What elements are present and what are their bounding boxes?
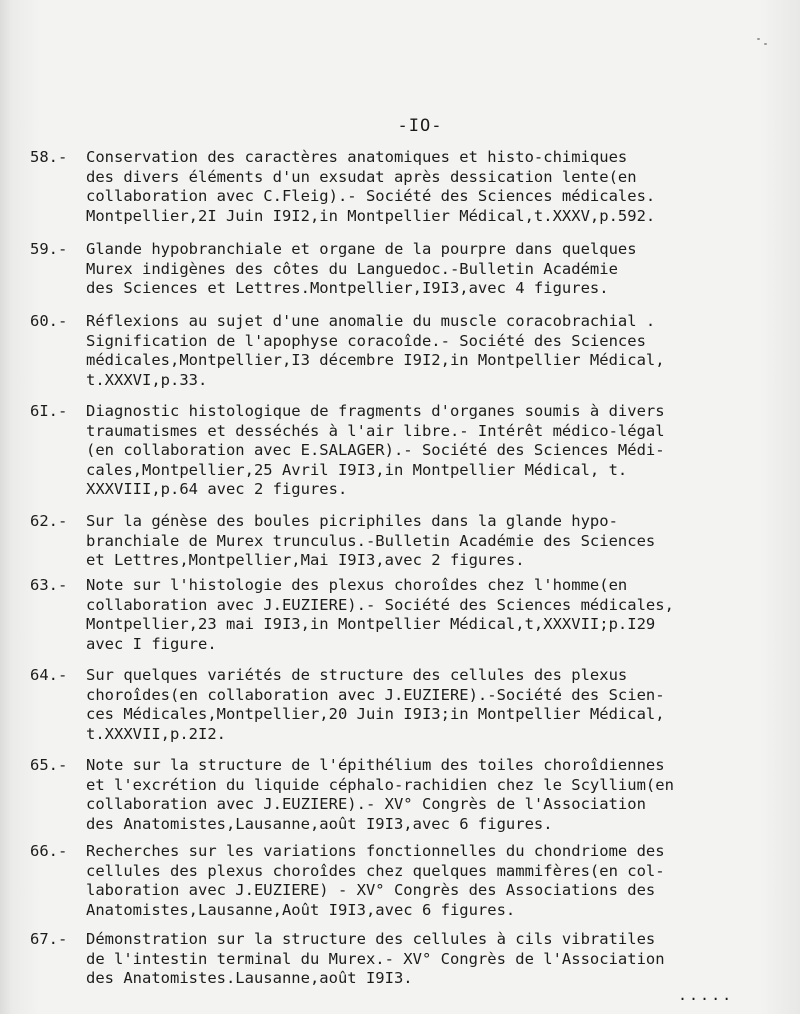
paper-speck	[764, 43, 767, 45]
entry-line: collaboration avec J.EUZIERE).- XV° Congrès de l'Association	[86, 795, 646, 813]
entry-line: Glande hypobranchiale et organe de la pourpre dans quelques	[86, 240, 637, 258]
entry-line: Montpellier,2I Juin I9I2,in Montpellier Médical,t.XXXV,p.592.	[86, 206, 656, 225]
entry-line: des Anatomistes.Lausanne,août I9I3.	[86, 969, 413, 987]
entry-number: 60.-	[30, 312, 68, 330]
entry-line: traumatismes et desséchés à l'air libre.- Intérêt médico-légal	[86, 421, 665, 440]
entry-number: 64.-	[30, 666, 68, 684]
entry-line: cales,Montpellier,25 Avril I9I3,in Montpellier Médical, t.	[86, 460, 628, 479]
paper-speck	[757, 38, 760, 40]
entry-line: de l'intestin terminal du Murex.- XV° Congrès de l'Association	[86, 949, 665, 968]
entry-line: Sur la génèse des boules picriphiles dans la glande hypo-	[86, 512, 618, 530]
entry-line: Sur quelques variétés de structure des cellules des plexus	[86, 666, 628, 684]
entry-line: t.XXXVI,p.33.	[86, 370, 208, 389]
entry-line: XXXVIII,p.64 avec 2 figures.	[86, 480, 348, 498]
entry-line: Montpellier,23 mai I9I3,in Montpellier Médical,t,XXXVII;p.I29	[86, 615, 656, 633]
entry-line: Démonstration sur la structure des cellules à cils vibratiles	[86, 930, 656, 948]
entry-line: des Anatomistes,Lausanne,août I9I3,avec 6 figures.	[86, 814, 553, 833]
entry-line: et Lettres,Montpellier,Mai I9I3,avec 2 figures.	[86, 551, 525, 569]
entry-number: 65.-	[30, 756, 68, 774]
entry-line: laboration avec J.EUZIERE) - XV° Congrès des Associations des	[86, 881, 656, 899]
entry-line: branchiale de Murex trunculus.-Bulletin Académie des Sciences	[86, 531, 656, 550]
entry-line: choroîdes(en collaboration avec J.EUZIERE).-Société des Scien-	[86, 685, 665, 704]
entry-text	[86, 666, 786, 744]
entry-text	[86, 312, 786, 390]
page-number: -IO-	[397, 116, 443, 136]
entry-text	[86, 512, 786, 571]
entry-line: et l'excrétion du liquide céphalo-rachidien chez le Scyllium(en	[86, 775, 674, 794]
entry-line: collaboration avec C.Fleig).- Société des Sciences médicales.	[86, 187, 656, 205]
entry-number: 62.-	[30, 512, 68, 530]
entry-line: Signification de l'apophyse coracoîde.- Société des Sciences	[86, 331, 646, 350]
entry-number: 58.-	[30, 148, 68, 166]
entry-line: Anatomistes,Lausanne,Août I9I3,avec 6 figures.	[86, 900, 516, 919]
entry-text	[86, 576, 786, 654]
entry-text	[86, 930, 786, 989]
entry-line: avec I figure.	[86, 634, 217, 653]
entry-number: 66.-	[30, 842, 68, 860]
entry-number: 63.-	[30, 576, 68, 594]
entry-line: ces Médicales,Montpellier,20 Juin I9I3;in Montpellier Médical,	[86, 705, 665, 723]
entry-line: Note sur la structure de l'épithélium des toiles choroîdiennes	[86, 756, 665, 774]
entry-line: Diagnostic histologique de fragments d'organes soumis à divers	[86, 402, 665, 420]
entry-text	[86, 756, 786, 834]
continuation-dots: .....	[678, 986, 734, 1004]
entry-number: 59.-	[30, 240, 68, 258]
entry-line: médicales,Montpellier,I3 décembre I9I2,in Montpellier Médical,	[86, 351, 665, 369]
entry-line: Note sur l'histologie des plexus choroîdes chez l'homme(en	[86, 576, 628, 594]
entry-line: t.XXXVII,p.2I2.	[86, 724, 226, 743]
entry-number: 67.-	[30, 930, 68, 948]
entry-line: des divers éléments d'un exsudat après dessication lente(en	[86, 167, 637, 186]
entry-line: collaboration avec J.EUZIERE).- Société des Sciences médicales,	[86, 595, 674, 614]
entry-text	[86, 148, 786, 226]
entry-text	[86, 402, 786, 500]
entry-line: Réflexions au sujet d'une anomalie du muscle coracobrachial .	[86, 312, 656, 330]
entry-text	[86, 240, 786, 299]
entry-line: (en collaboration avec E.SALAGER).- Société des Sciences Médi-	[86, 441, 665, 459]
entry-line: cellules des plexus choroîdes chez quelques mammifères(en col-	[86, 861, 665, 880]
entry-text	[86, 842, 786, 920]
entry-line: Murex indigènes des côtes du Languedoc.-Bulletin Académie	[86, 259, 618, 278]
entry-line: Recherches sur les variations fonctionnelles du chondriome des	[86, 842, 665, 860]
entry-number: 6I.-	[30, 402, 68, 420]
entry-line: Conservation des caractères anatomiques et histo-chimiques	[86, 148, 628, 166]
entry-line: des Sciences et Lettres.Montpellier,I9I3,avec 4 figures.	[86, 279, 609, 297]
